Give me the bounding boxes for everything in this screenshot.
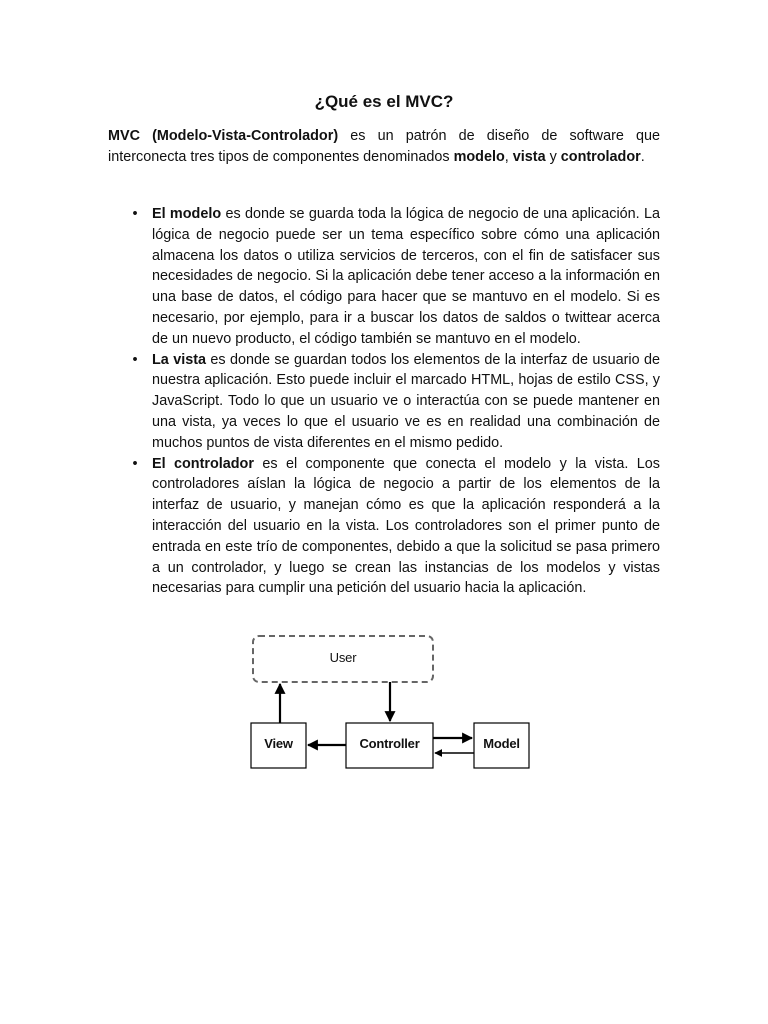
bullet-text: es donde se guarda toda la lógica de negocio de una aplicación. La lógica de negocio puede ser un tema específico sobre cómo una aplicación almacena los datos o utiliza servicios de terceros, con el fin de satisfacer sus necesidades de negocio. Si la aplicación debe tener acceso a la información en una base de datos, el código para hacer que se mantuvo en el modelo. Si es necesario, por ejemplo, para ir a buscar los datos de saldos o twittear acerca de un nuevo producto, el código también se mantuvo en el modelo. xyxy=(152,206,660,347)
bullet-marker: • xyxy=(132,455,138,472)
user-label: User xyxy=(329,650,357,665)
bullet-term: El modelo xyxy=(152,206,222,222)
intro-word-modelo: modelo xyxy=(453,149,505,165)
bullet-marker: • xyxy=(132,351,138,368)
bullet-text: es el componente que conecta el modelo y la vista. Los controladores aíslan la lógica de negocio a partir de los elementos de la interfaz de usuario, y manejan cómo es que la aplicación responderá a la interacción del usuario en la vista. Los controladores son el primer punto de entrada en este trío de componentes, debido a que la solicitud se pasa primero a un controlador, y luego se crean las instancias de los modelos y vistas necesarias para cumplir una petición del usuario hacia la aplicación. xyxy=(152,455,660,597)
intro-text: es un patrón de diseño de software que interconecta tres tipos de componentes denominados xyxy=(108,128,661,165)
bullet-term: La vista xyxy=(152,351,206,368)
bullet-marker: • xyxy=(132,206,138,222)
intro-word-controlador: controlador xyxy=(560,149,641,165)
bullet-term: El controlador xyxy=(152,455,254,472)
controller-label: Controller xyxy=(359,736,420,751)
bullet-list xyxy=(108,204,660,599)
intro-paragraph: MVC (Modelo-Vista-Controlador) es un patrón de diseño de software que interconecta tres tipos de componentes denominados modelo, vista y controlador. xyxy=(108,128,661,165)
intro-term: MVC (Modelo-Vista-Controlador) xyxy=(108,128,339,144)
mvc-diagram xyxy=(240,628,540,778)
bullet-text: es donde se guardan todos los elementos de la interfaz de usuario de nuestra aplicación. Esto puede incluir el marcado HTML, hojas de estilo CSS, y JavaScript. Todo lo que un usuario ve o interactúa con se puede mantener en una vista, ya veces lo que el usuario ve es en realidad una combinación de muchos puntos de vista diferentes en el mismo pedido. xyxy=(152,351,661,451)
intro-word-vista: vista xyxy=(512,149,546,165)
view-label: View xyxy=(264,736,293,751)
list-item-controlador xyxy=(108,454,660,600)
model-label: Model xyxy=(483,736,520,751)
list-item-modelo xyxy=(108,204,660,350)
list-item-vista xyxy=(108,350,660,454)
page-title: ¿Qué es el MVC? xyxy=(314,92,454,111)
